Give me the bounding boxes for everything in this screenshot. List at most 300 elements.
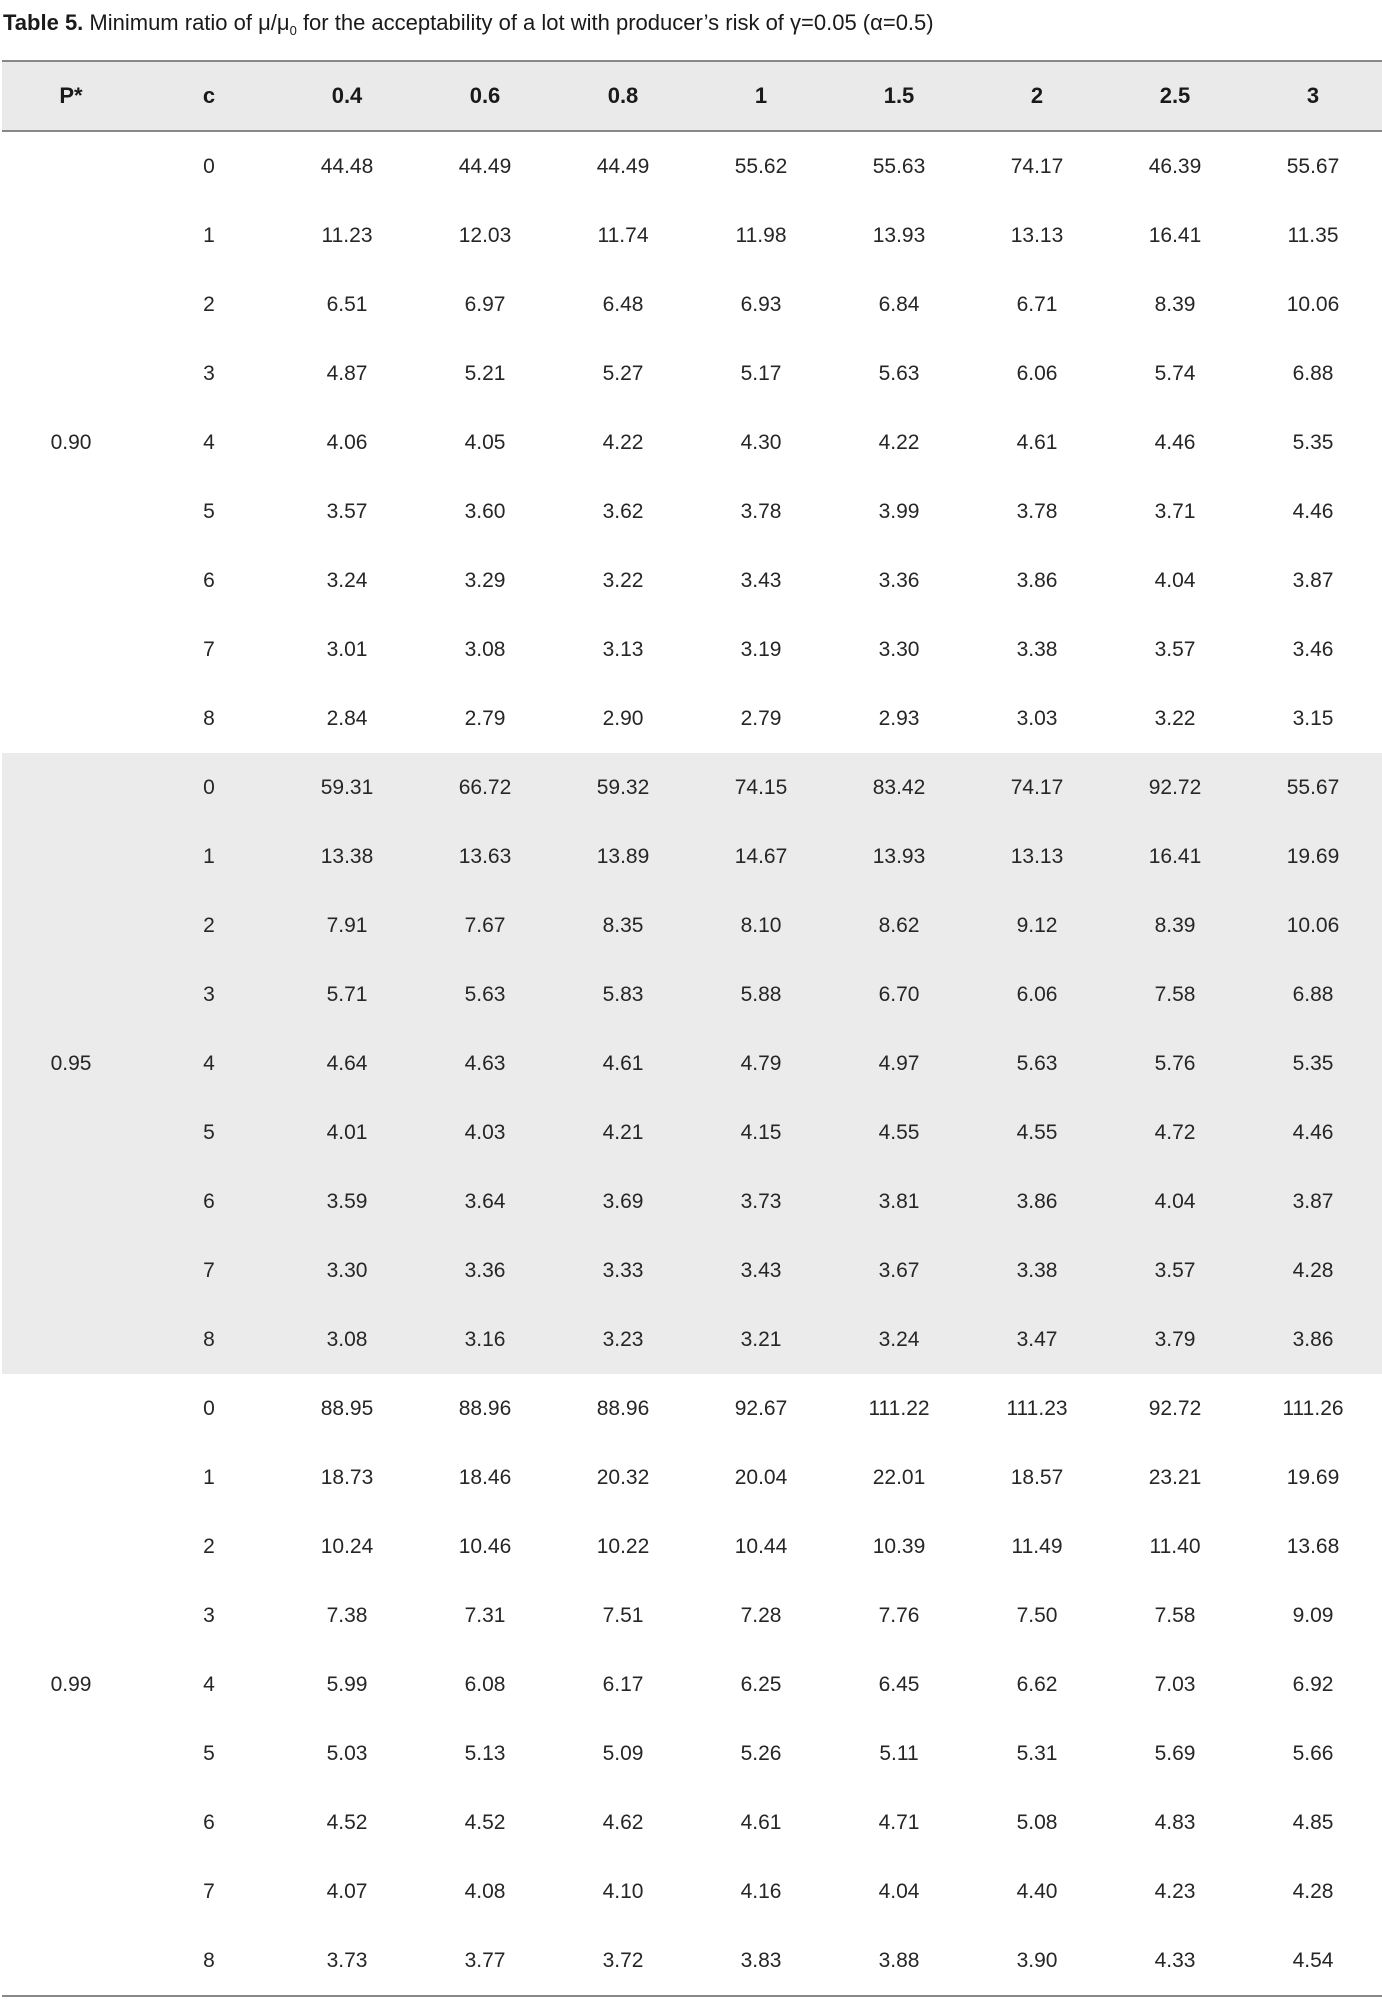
- c-cell: 5: [203, 1741, 215, 1765]
- value-cell: 16.41: [1106, 822, 1244, 891]
- table-row: [2, 891, 1382, 960]
- p-star-cell: [2, 960, 140, 1029]
- c-cell: 4: [140, 1029, 278, 1098]
- value-cell: 4.40: [1016, 1879, 1058, 1903]
- table-row: [2, 1443, 1382, 1512]
- value-cell: 3.38: [968, 1236, 1106, 1305]
- value-cell: 5.03: [326, 1741, 368, 1765]
- value-cell: 3.62: [602, 499, 644, 523]
- value-cell: 3.72: [554, 1926, 692, 1996]
- p-star-cell: [2, 1098, 140, 1167]
- value-cell: 4.85: [1292, 1810, 1334, 1834]
- value-cell: 7.38: [326, 1603, 368, 1627]
- value-cell: 3.22: [1154, 706, 1196, 730]
- table-row: [2, 1167, 1382, 1236]
- p-star-cell: [2, 615, 140, 684]
- value-cell: 10.06: [1286, 292, 1340, 316]
- value-cell: 4.46: [1154, 430, 1196, 454]
- c-cell: 1: [203, 223, 215, 247]
- value-cell: 5.11: [879, 1741, 919, 1765]
- c-cell: 1: [140, 822, 278, 891]
- value-cell: 11.98: [735, 223, 787, 247]
- value-cell: 3.36: [878, 568, 920, 592]
- value-cell: 44.49: [458, 154, 512, 178]
- value-cell: 88.95: [320, 1396, 374, 1420]
- value-cell: 8.39: [1154, 292, 1196, 316]
- value-cell: 13.63: [416, 822, 554, 891]
- value-cell: 8.10: [692, 891, 830, 960]
- value-cell: 10.46: [458, 1534, 512, 1558]
- value-cell: 8.62: [830, 891, 968, 960]
- value-cell: 9.12: [968, 891, 1106, 960]
- p-star-cell: [2, 339, 140, 408]
- value-cell: 3.43: [740, 568, 782, 592]
- p-star-cell: [2, 1305, 140, 1374]
- value-cell: 6.62: [1016, 1672, 1058, 1696]
- value-cell: 3.77: [416, 1926, 554, 1996]
- value-cell: 4.54: [1244, 1926, 1382, 1996]
- value-cell: 3.73: [278, 1926, 416, 1996]
- value-cell: 4.61: [554, 1029, 692, 1098]
- value-cell: 10.44: [734, 1534, 788, 1558]
- c-cell: 1: [203, 1465, 215, 1489]
- c-cell: 2: [140, 891, 278, 960]
- value-cell: 5.63: [968, 1029, 1106, 1098]
- value-cell: 4.15: [692, 1098, 830, 1167]
- value-cell: 5.27: [602, 361, 644, 385]
- value-cell: 5.63: [416, 960, 554, 1029]
- caption-label: Table 5.: [3, 10, 84, 35]
- table-row: [2, 1719, 1382, 1788]
- table-row: [2, 1857, 1382, 1926]
- value-cell: 4.52: [326, 1810, 368, 1834]
- value-cell: 8.35: [554, 891, 692, 960]
- caption-text: Minimum ratio of μ/μ: [83, 10, 290, 35]
- value-cell: 4.79: [692, 1029, 830, 1098]
- column-header: 2.5: [1106, 61, 1244, 131]
- value-cell: 3.38: [1016, 637, 1058, 661]
- table-row: [2, 339, 1382, 408]
- value-cell: 4.83: [1154, 1810, 1196, 1834]
- value-cell: 4.55: [830, 1098, 968, 1167]
- column-header: 1: [692, 61, 830, 131]
- value-cell: 9.09: [1292, 1603, 1334, 1627]
- table-row: [2, 201, 1382, 270]
- value-cell: 3.19: [740, 637, 782, 661]
- value-cell: 6.06: [968, 960, 1106, 1029]
- p-star-cell: [2, 1374, 140, 1443]
- value-cell: 5.66: [1292, 1741, 1334, 1765]
- c-cell: 7: [140, 1236, 278, 1305]
- value-cell: 6.17: [602, 1672, 644, 1696]
- value-cell: 3.71: [1154, 499, 1196, 523]
- value-cell: 6.45: [878, 1672, 920, 1696]
- column-header: 2: [968, 61, 1106, 131]
- value-cell: 4.08: [464, 1879, 506, 1903]
- value-cell: 4.04: [878, 1879, 920, 1903]
- value-cell: 20.04: [734, 1465, 788, 1489]
- p-star-cell: [2, 1926, 140, 1996]
- value-cell: 6.71: [1016, 292, 1058, 316]
- value-cell: 92.72: [1106, 753, 1244, 822]
- value-cell: 92.72: [1148, 1396, 1202, 1420]
- column-header: 0.4: [278, 61, 416, 131]
- p-star-cell: [2, 477, 140, 546]
- value-cell: 18.73: [320, 1465, 374, 1489]
- value-cell: 5.09: [602, 1741, 644, 1765]
- value-cell: 18.57: [1010, 1465, 1064, 1489]
- value-cell: 10.22: [596, 1534, 650, 1558]
- p-star-cell: [2, 1443, 140, 1512]
- value-cell: 11.40: [1149, 1534, 1201, 1558]
- p-star-cell: [2, 1236, 140, 1305]
- table-row: [2, 822, 1382, 891]
- value-cell: 3.90: [968, 1926, 1106, 1996]
- value-cell: 7.28: [740, 1603, 782, 1627]
- table-row: [2, 615, 1382, 684]
- value-cell: 3.67: [830, 1236, 968, 1305]
- value-cell: 4.33: [1106, 1926, 1244, 1996]
- value-cell: 6.88: [1244, 960, 1382, 1029]
- value-cell: 7.58: [1106, 960, 1244, 1029]
- column-header: P*: [2, 61, 140, 131]
- value-cell: 3.08: [464, 637, 506, 661]
- c-cell: 4: [203, 430, 215, 454]
- value-cell: 4.04: [1106, 1167, 1244, 1236]
- table-row: [2, 684, 1382, 753]
- value-cell: 13.13: [1010, 223, 1064, 247]
- value-cell: 3.73: [692, 1167, 830, 1236]
- value-cell: 92.67: [734, 1396, 788, 1420]
- table-caption: [3, 8, 934, 46]
- value-cell: 6.06: [1016, 361, 1058, 385]
- value-cell: 3.64: [416, 1167, 554, 1236]
- value-cell: 46.39: [1148, 154, 1202, 178]
- value-cell: 55.67: [1244, 753, 1382, 822]
- table-body: [2, 131, 1382, 1996]
- value-cell: 6.93: [740, 292, 782, 316]
- value-cell: 4.07: [326, 1879, 368, 1903]
- value-cell: 88.96: [458, 1396, 512, 1420]
- value-cell: 6.97: [464, 292, 506, 316]
- value-cell: 5.35: [1244, 1029, 1382, 1098]
- value-cell: 6.92: [1292, 1672, 1334, 1696]
- value-cell: 11.35: [1287, 223, 1339, 247]
- p-star-cell: 0.99: [50, 1672, 92, 1696]
- value-cell: 11.74: [597, 223, 649, 247]
- value-cell: 3.79: [1106, 1305, 1244, 1374]
- header-row: [2, 61, 1382, 131]
- value-cell: 3.29: [464, 568, 506, 592]
- value-cell: 2.90: [602, 706, 644, 730]
- p-star-cell: [2, 270, 140, 339]
- value-cell: 13.13: [968, 822, 1106, 891]
- value-cell: 10.06: [1244, 891, 1382, 960]
- c-cell: 3: [203, 1603, 215, 1627]
- value-cell: 4.23: [1154, 1879, 1196, 1903]
- value-cell: 5.31: [1016, 1741, 1058, 1765]
- value-cell: 88.96: [596, 1396, 650, 1420]
- value-cell: 3.47: [968, 1305, 1106, 1374]
- value-cell: 18.46: [458, 1465, 512, 1489]
- value-cell: 4.06: [326, 430, 368, 454]
- value-cell: 2.84: [326, 706, 368, 730]
- value-cell: 2.93: [878, 706, 920, 730]
- value-cell: 111.22: [868, 1396, 930, 1420]
- value-cell: 5.99: [326, 1672, 368, 1696]
- value-cell: 3.30: [278, 1236, 416, 1305]
- column-header: 3: [1244, 61, 1382, 131]
- value-cell: 2.79: [464, 706, 506, 730]
- value-cell: 23.21: [1148, 1465, 1202, 1489]
- value-cell: 59.32: [554, 753, 692, 822]
- c-cell: 6: [203, 1810, 215, 1834]
- value-cell: 7.91: [278, 891, 416, 960]
- c-cell: 3: [140, 960, 278, 1029]
- table-row: [2, 1374, 1382, 1443]
- value-cell: 3.15: [1292, 706, 1334, 730]
- c-cell: 8: [203, 706, 215, 730]
- value-cell: 55.63: [872, 154, 926, 178]
- p-star-cell: [2, 684, 140, 753]
- value-cell: 111.26: [1282, 1396, 1344, 1420]
- value-cell: 6.70: [830, 960, 968, 1029]
- table-header: [2, 61, 1382, 131]
- value-cell: 83.42: [830, 753, 968, 822]
- value-cell: 5.71: [278, 960, 416, 1029]
- table-row: [2, 1098, 1382, 1167]
- c-cell: 4: [203, 1672, 215, 1696]
- p-star-cell: [2, 1857, 140, 1926]
- value-cell: 3.30: [878, 637, 920, 661]
- value-cell: 10.39: [872, 1534, 926, 1558]
- value-cell: 7.51: [602, 1603, 644, 1627]
- value-cell: 5.08: [1016, 1810, 1058, 1834]
- c-cell: 7: [203, 637, 215, 661]
- value-cell: 14.67: [692, 822, 830, 891]
- value-cell: 3.87: [1292, 568, 1334, 592]
- value-cell: 4.30: [740, 430, 782, 454]
- caption-subscript: 0: [289, 23, 297, 38]
- c-cell: 0: [203, 1396, 215, 1420]
- table-row: [2, 1581, 1382, 1650]
- value-cell: 3.69: [554, 1167, 692, 1236]
- value-cell: 4.28: [1292, 1879, 1334, 1903]
- value-cell: 4.46: [1244, 1098, 1382, 1167]
- value-cell: 4.16: [740, 1879, 782, 1903]
- value-cell: 3.21: [692, 1305, 830, 1374]
- table-row: [2, 1926, 1382, 1996]
- c-cell: 5: [140, 1098, 278, 1167]
- table-row: [2, 546, 1382, 615]
- table-row: [2, 1650, 1382, 1719]
- value-cell: 3.24: [326, 568, 368, 592]
- value-cell: 3.57: [1106, 1236, 1244, 1305]
- value-cell: 3.86: [968, 1167, 1106, 1236]
- value-cell: 16.41: [1148, 223, 1202, 247]
- column-header: 0.8: [554, 61, 692, 131]
- value-cell: 3.23: [554, 1305, 692, 1374]
- value-cell: 6.25: [740, 1672, 782, 1696]
- value-cell: 3.81: [830, 1167, 968, 1236]
- value-cell: 13.93: [830, 822, 968, 891]
- value-cell: 44.49: [596, 154, 650, 178]
- value-cell: 4.04: [1154, 568, 1196, 592]
- value-cell: 7.50: [1016, 1603, 1058, 1627]
- value-cell: 3.36: [416, 1236, 554, 1305]
- value-cell: 4.87: [326, 361, 368, 385]
- c-cell: 0: [203, 154, 215, 178]
- value-cell: 5.69: [1154, 1741, 1196, 1765]
- column-header: 1.5: [830, 61, 968, 131]
- value-cell: 3.13: [602, 637, 644, 661]
- table-row: [2, 1236, 1382, 1305]
- p-star-cell: 0.95: [2, 1029, 140, 1098]
- c-cell: 0: [140, 753, 278, 822]
- column-header: c: [140, 61, 278, 131]
- value-cell: 4.61: [1016, 430, 1058, 454]
- value-cell: 5.88: [692, 960, 830, 1029]
- p-star-cell: 0.90: [50, 430, 92, 454]
- value-cell: 3.86: [1244, 1305, 1382, 1374]
- value-cell: 10.24: [320, 1534, 374, 1558]
- value-cell: 66.72: [416, 753, 554, 822]
- value-cell: 3.59: [278, 1167, 416, 1236]
- value-cell: 3.83: [692, 1926, 830, 1996]
- value-cell: 8.39: [1106, 891, 1244, 960]
- value-cell: 4.21: [554, 1098, 692, 1167]
- value-cell: 2.79: [740, 706, 782, 730]
- value-cell: 5.26: [740, 1741, 782, 1765]
- table-row: [2, 477, 1382, 546]
- c-cell: 2: [203, 292, 215, 316]
- value-cell: 3.87: [1244, 1167, 1382, 1236]
- value-cell: 3.03: [1016, 706, 1058, 730]
- value-cell: 5.21: [464, 361, 506, 385]
- c-cell: 2: [203, 1534, 215, 1558]
- p-star-cell: [2, 546, 140, 615]
- value-cell: 3.60: [464, 499, 506, 523]
- value-cell: 6.08: [464, 1672, 506, 1696]
- p-star-cell: [2, 891, 140, 960]
- value-cell: 4.55: [968, 1098, 1106, 1167]
- table-row: [2, 270, 1382, 339]
- value-cell: 3.78: [740, 499, 782, 523]
- value-cell: 3.24: [830, 1305, 968, 1374]
- value-cell: 19.69: [1286, 1465, 1340, 1489]
- value-cell: 3.99: [878, 499, 920, 523]
- p-star-cell: [2, 822, 140, 891]
- value-cell: 4.97: [830, 1029, 968, 1098]
- p-star-cell: [2, 1788, 140, 1857]
- p-star-cell: [2, 1719, 140, 1788]
- table-row: [2, 1512, 1382, 1581]
- value-cell: 19.69: [1244, 822, 1382, 891]
- table-row: [2, 1029, 1382, 1098]
- value-cell: 3.43: [692, 1236, 830, 1305]
- value-cell: 13.38: [278, 822, 416, 891]
- value-cell: 4.62: [602, 1810, 644, 1834]
- value-cell: 22.01: [872, 1465, 926, 1489]
- value-cell: 7.03: [1154, 1672, 1196, 1696]
- value-cell: 3.33: [554, 1236, 692, 1305]
- value-cell: 59.31: [278, 753, 416, 822]
- value-cell: 13.68: [1286, 1534, 1340, 1558]
- p-star-cell: [2, 753, 140, 822]
- c-cell: 8: [140, 1305, 278, 1374]
- table-row: [2, 753, 1382, 822]
- value-cell: 11.23: [321, 223, 373, 247]
- value-cell: 4.05: [464, 430, 506, 454]
- p-star-cell: [2, 1167, 140, 1236]
- value-cell: 7.31: [464, 1603, 506, 1627]
- data-table: [2, 60, 1382, 1997]
- value-cell: 3.88: [830, 1926, 968, 1996]
- value-cell: 6.51: [326, 292, 368, 316]
- table-row: [2, 1305, 1382, 1374]
- value-cell: 55.67: [1286, 154, 1340, 178]
- p-star-cell: [2, 1581, 140, 1650]
- p-star-cell: [2, 1512, 140, 1581]
- table-row: [2, 1788, 1382, 1857]
- value-cell: 3.46: [1292, 637, 1334, 661]
- c-cell: 5: [203, 499, 215, 523]
- value-cell: 13.93: [872, 223, 926, 247]
- value-cell: 7.58: [1154, 1603, 1196, 1627]
- value-cell: 4.52: [464, 1810, 506, 1834]
- value-cell: 44.48: [320, 154, 374, 178]
- value-cell: 4.28: [1244, 1236, 1382, 1305]
- value-cell: 13.89: [554, 822, 692, 891]
- value-cell: 5.35: [1292, 430, 1334, 454]
- c-cell: 8: [140, 1926, 278, 1996]
- value-cell: 111.23: [1006, 1396, 1068, 1420]
- value-cell: 5.74: [1154, 361, 1196, 385]
- value-cell: 4.03: [416, 1098, 554, 1167]
- value-cell: 3.22: [602, 568, 644, 592]
- c-cell: 7: [203, 1879, 215, 1903]
- value-cell: 4.71: [878, 1810, 920, 1834]
- value-cell: 12.03: [458, 223, 512, 247]
- value-cell: 3.16: [416, 1305, 554, 1374]
- c-cell: 3: [203, 361, 215, 385]
- value-cell: 4.72: [1106, 1098, 1244, 1167]
- value-cell: 74.17: [1010, 154, 1064, 178]
- value-cell: 6.88: [1292, 361, 1334, 385]
- value-cell: 3.08: [278, 1305, 416, 1374]
- value-cell: 74.17: [968, 753, 1106, 822]
- value-cell: 11.49: [1011, 1534, 1063, 1558]
- value-cell: 4.46: [1292, 499, 1334, 523]
- value-cell: 3.86: [1016, 568, 1058, 592]
- p-star-cell: [2, 131, 140, 201]
- value-cell: 6.48: [602, 292, 644, 316]
- value-cell: 3.57: [1154, 637, 1196, 661]
- value-cell: 3.57: [326, 499, 368, 523]
- value-cell: 5.76: [1106, 1029, 1244, 1098]
- table-row: [2, 131, 1382, 201]
- value-cell: 4.10: [602, 1879, 644, 1903]
- value-cell: 5.63: [878, 361, 920, 385]
- p-star-cell: [2, 201, 140, 270]
- value-cell: 55.62: [734, 154, 788, 178]
- value-cell: 4.01: [278, 1098, 416, 1167]
- value-cell: 3.01: [326, 637, 368, 661]
- value-cell: 74.15: [692, 753, 830, 822]
- value-cell: 3.78: [1016, 499, 1058, 523]
- column-header: 0.6: [416, 61, 554, 131]
- c-cell: 6: [203, 568, 215, 592]
